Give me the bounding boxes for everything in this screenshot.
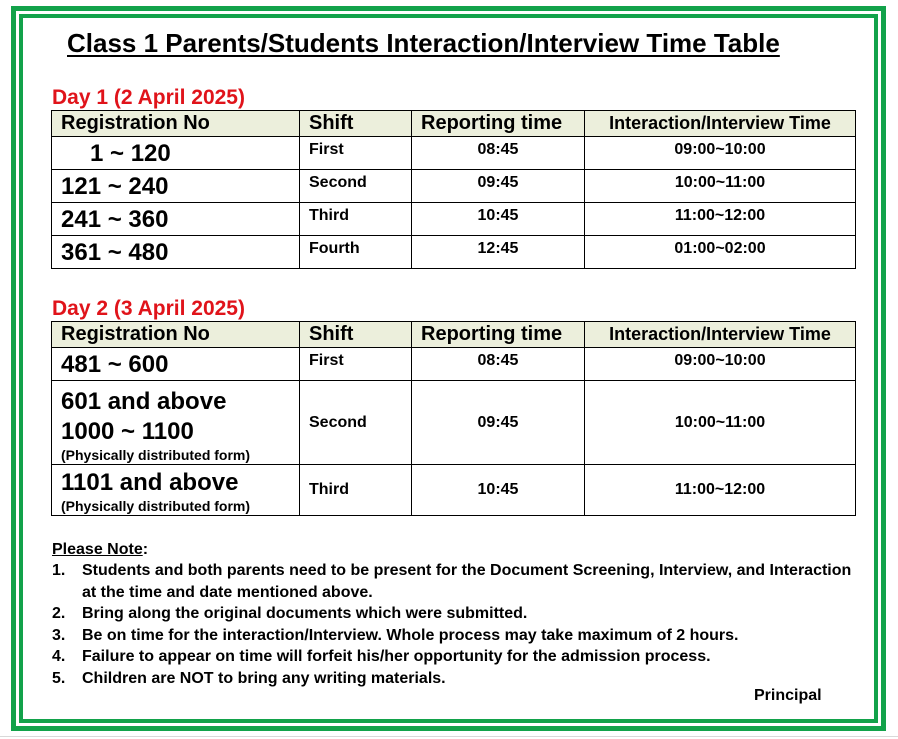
page-bottom-divider (0, 736, 898, 737)
interaction-time-cell: 11:00~12:00 (585, 203, 856, 236)
registration-note: (Physically distributed form) (61, 447, 251, 463)
interaction-time-cell: 09:00~10:00 (585, 137, 856, 170)
header-interaction-time: Interaction/Interview Time (585, 111, 856, 137)
registration-note: (Physically distributed form) (61, 498, 251, 514)
list-item: 5. Children are NOT to bring any writing materials. (52, 669, 446, 687)
list-item: 4. Failure to appear on time will forfeit his/her opportunity for the admission process. (52, 648, 711, 665)
shift-cell: Fourth (300, 236, 412, 269)
header-reporting-time: Reporting time (412, 322, 585, 348)
interaction-time-cell: 10:00~11:00 (585, 381, 856, 465)
day2-schedule-table (51, 321, 856, 516)
table-row (52, 381, 856, 465)
interaction-time-cell: 10:00~11:00 (585, 170, 856, 203)
day1-heading: Day 1 (2 April 2025) (52, 86, 245, 109)
registration-range: 481 ~ 600 (52, 348, 300, 381)
list-item: 2. Bring along the original documents which were submitted. (52, 605, 528, 622)
signature-principal: Principal (754, 687, 822, 704)
day1-schedule-table (51, 110, 856, 269)
reporting-time-cell: 09:45 (412, 170, 585, 203)
notes-list (52, 560, 852, 689)
table-row (52, 137, 856, 170)
header-interaction-time: Interaction/Interview Time (585, 322, 856, 348)
header-shift: Shift (300, 322, 412, 348)
notes-title: Please Note: (52, 541, 149, 558)
shift-cell: Second (300, 170, 412, 203)
day2-heading: Day 2 (3 April 2025) (52, 297, 245, 320)
table-header-row (52, 111, 856, 137)
shift-cell: Second (300, 381, 412, 465)
registration-range: 1 ~ 120 (52, 137, 300, 170)
page-title: Class 1 Parents/Students Interaction/Interview Time Table (67, 28, 780, 58)
interaction-time-cell: 11:00~12:00 (585, 465, 856, 516)
shift-cell: Third (300, 465, 412, 516)
reporting-time-cell: 09:45 (412, 381, 585, 465)
reporting-time-cell: 08:45 (412, 348, 585, 381)
reporting-time-cell: 10:45 (412, 203, 585, 236)
reporting-time-cell: 10:45 (412, 465, 585, 516)
shift-cell: Third (300, 203, 412, 236)
reporting-time-cell: 12:45 (412, 236, 585, 269)
reporting-time-cell: 08:45 (412, 137, 585, 170)
shift-cell: First (300, 348, 412, 381)
shift-cell: First (300, 137, 412, 170)
header-registration: Registration No (52, 322, 300, 348)
table-header-row (52, 322, 856, 348)
registration-range: 361 ~ 480 (52, 236, 300, 269)
table-row (52, 170, 856, 203)
registration-range: 121 ~ 240 (52, 170, 300, 203)
registration-range: 601 and above 1000 ~ 1100 (Physically distributed form) (52, 381, 300, 465)
registration-range: 1101 and above (Physically distributed form) (52, 465, 300, 516)
table-row (52, 465, 856, 516)
header-shift: Shift (300, 111, 412, 137)
notes-section (52, 540, 852, 689)
interaction-time-cell: 01:00~02:00 (585, 236, 856, 269)
table-row (52, 203, 856, 236)
table-row (52, 236, 856, 269)
header-registration: Registration No (52, 111, 300, 137)
registration-range: 241 ~ 360 (52, 203, 300, 236)
table-row (52, 348, 856, 381)
list-item: 1. Students and both parents need to be present for the Document Screening, Interview, and Interaction at the time and date mentioned above. (52, 562, 852, 601)
list-item: 3. Be on time for the interaction/Interview. Whole process may take maximum of 2 hours. (52, 626, 739, 644)
interaction-time-cell: 09:00~10:00 (585, 348, 856, 381)
header-reporting-time: Reporting time (412, 111, 585, 137)
